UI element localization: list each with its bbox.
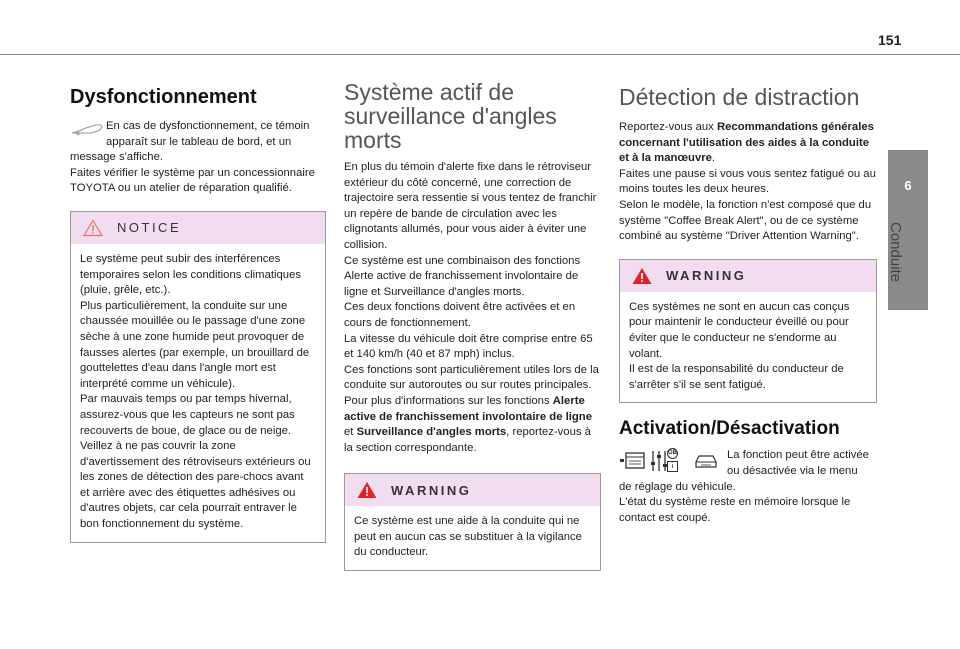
warning-triangle-icon: [632, 267, 652, 285]
distraction-text-start: Reportez-vous aux: [619, 121, 717, 133]
distraction-text-rest: . Faites une pause si vous vous sentez fatigué ou au moins toutes les deux heures. Selon le modèle, la fonction n'est composé que du système "Coffee Break Alert", ou de ce système combiné au système "Driver Attention Warning".: [619, 152, 876, 243]
region-badge-icon: GB: [667, 448, 678, 459]
notice-title: NOTICE: [117, 220, 182, 236]
column-surveillance-angles-morts: [344, 80, 602, 571]
section-title-surveillance: Système actif de surveillance d'angles morts: [344, 79, 557, 153]
warning-text: Ces systèmes ne sont en aucun cas conçus pour maintenir le conducteur éveillé ou pour éviter que le conducteur ne s'endorme au volant. Il est de la responsabilité du conducteur de s'arrêter s'il se sent fatigué.: [629, 300, 850, 391]
warning-title: WARNING: [391, 482, 472, 498]
warning-title: WARNING: [666, 268, 747, 284]
column-dysfonctionnement: [70, 80, 328, 543]
surveillance-text-bold-2: Surveillance d'angles morts: [356, 426, 507, 439]
blind-spot-warning-icon: [70, 121, 104, 137]
surveillance-text: [344, 160, 602, 456]
activation-text: de réglage du véhicule. L'état du système reste en mémoire lorsque le contact est coupé.: [619, 480, 851, 524]
section-title-activation: Activation/Désactivation: [619, 418, 840, 440]
warning-box-distraction: [619, 259, 877, 404]
intro-text: message s'affiche. Faites vérifier le système par un concessionnaire TOYOTA ou un atelier de réparation qualifié.: [70, 151, 315, 195]
warning-triangle-icon: [357, 481, 377, 499]
info-badge-icon: i: [667, 461, 678, 472]
activation-icons: [619, 448, 719, 474]
warning-text: Ce système est une aide à la conduite qui ne peut en aucun cas se substituer à la vigilance du conducteur.: [354, 515, 582, 559]
notice-text: Le système peut subir des interférences temporaires selon les conditions climatiques (pluie, grêle, etc.). Plus particulièrement, la conduite sur une chaussée mouillée ou le passage d'une zone sèche à une zone humide peut provoquer de fausses alertes (par exemple, un brouillard de gouttelettes d'eau dans l'angle mort est interprété comme un véhicule). Par mauvais temps ou par temps hivernal, assurez-vous que les capteurs ne sont pas recouverts de boue, de glace ou de neige. Veillez à ne pas couvrir la zone d'avertissement des rétroviseurs extérieurs ou les zones de détection des pare-chocs avant et arrière avec des étiquettes adhésives ou d'autres objets, car cela pourrait entraver le bon fonctionnement du système.: [80, 252, 311, 531]
intro-line-2: apparaît sur le tableau de bord, et un: [106, 135, 292, 148]
warning-header: [345, 474, 600, 506]
column-detection-distraction: [619, 80, 877, 526]
section-title-dysfonctionnement: Dysfonctionnement: [70, 86, 257, 108]
surveillance-text-end: , reportez-vous à la section correspondante.: [344, 426, 591, 454]
chapter-number: 6: [904, 178, 912, 193]
header-divider: [0, 54, 960, 55]
intro-line-1: En cas de dysfonctionnement, ce témoin: [106, 120, 310, 132]
activation-line-1: La fonction peut être activée: [727, 449, 869, 462]
distraction-text-bold: Recommandations générales concernant l'utilisation des aides à la conduite et à la manœuvre: [619, 121, 874, 165]
activation-line-2: ou désactivée via le menu: [727, 464, 858, 477]
intro-block: [70, 119, 328, 197]
warning-header: [620, 260, 876, 292]
page-number: 151: [878, 32, 902, 48]
distraction-text: [619, 120, 877, 245]
settings-menu-icon: [650, 448, 680, 474]
surveillance-text-main: En plus du témoin d'alerte fixe dans le rétroviseur extérieur du côté concerné, une correction de trajectoire sera ressentie si vous tentez de franchir un repère de bande de circulation avec les clignotants allumés, pour vous aider à éviter une collision. Ce système est une combinaison des fonctions Alerte active de franchissement involontaire de ligne et Surveillance d'angles morts. Ces deux fonctions doivent être activées et en cours de fonctionnement. La vitesse du véhicule doit être comprise entre 65 et 140 km/h (40 et 87 mph) inclus. Ces fonctions sont particulièrement utiles lors de la conduite sur autoroutes ou sur routes principales. Pour plus d'informations sur les fonctions: [344, 161, 599, 407]
notice-header: [71, 212, 325, 244]
car-icon: [693, 451, 719, 471]
chapter-label: Conduite: [887, 222, 904, 283]
activation-block: [619, 448, 877, 526]
warning-box-surveillance: [344, 473, 601, 571]
surveillance-text-bold-1: Alerte active de franchissement involontaire de ligne: [344, 394, 592, 423]
notice-triangle-icon: [83, 219, 103, 237]
notice-box: [70, 211, 326, 543]
surveillance-text-mid: et: [344, 426, 357, 439]
touchscreen-icon: [619, 451, 645, 471]
section-title-distraction: Détection de distraction: [619, 84, 860, 110]
settings-sliders-icon: [650, 450, 668, 472]
